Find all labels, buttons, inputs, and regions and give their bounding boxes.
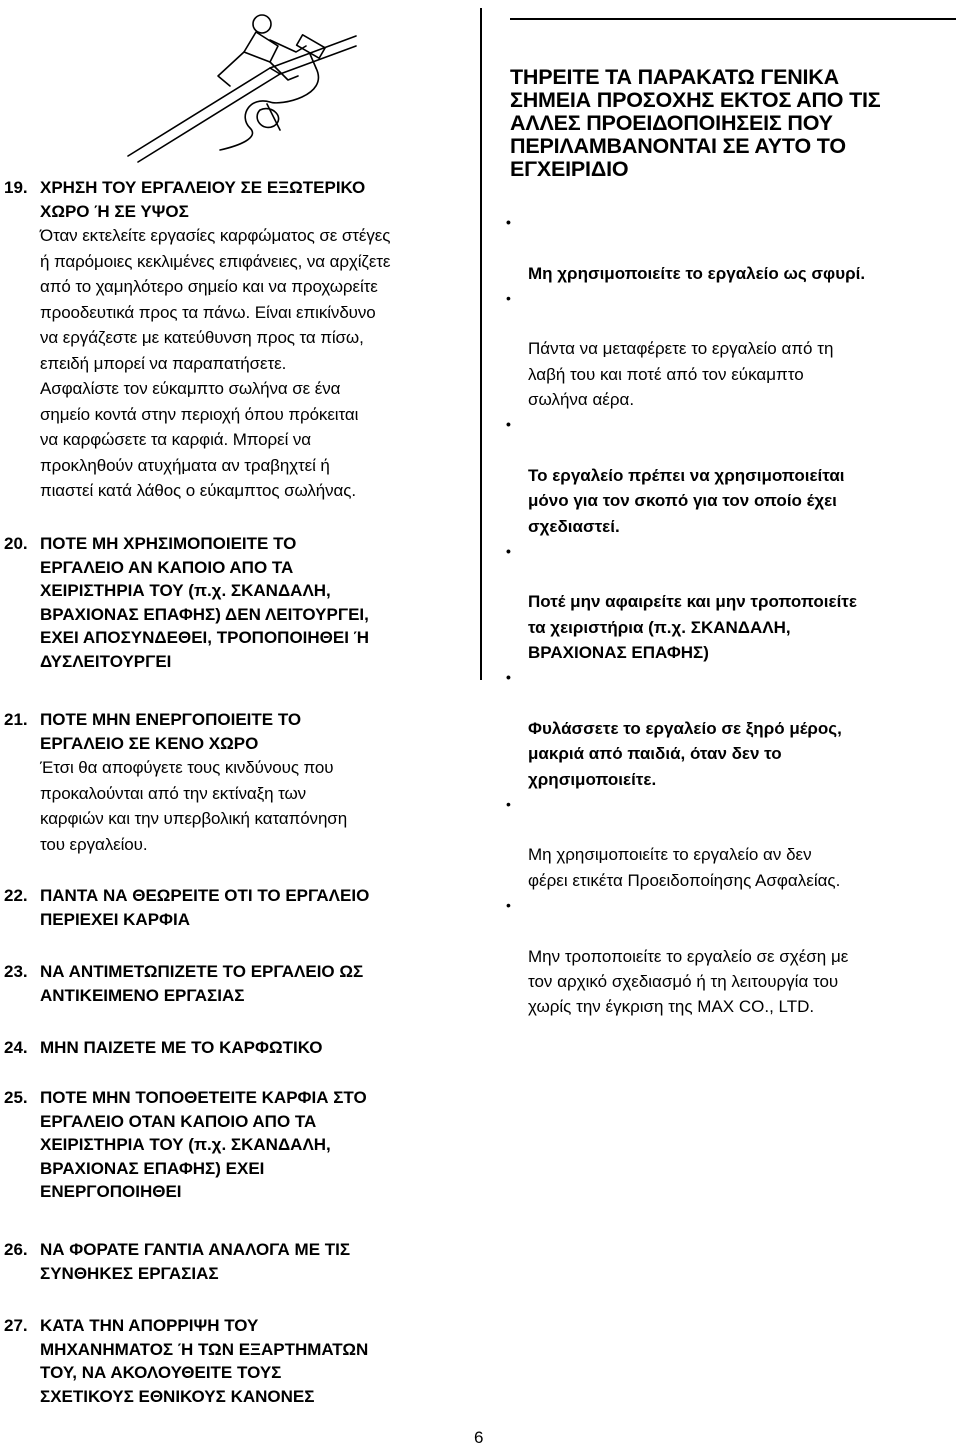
bullet-icon: • bbox=[506, 795, 511, 812]
item-25 bbox=[4, 1086, 464, 1204]
item-body: Όταν εκτελείτε εργασίες καρφώματος σε στέγες ή παρόμοιες κεκλιμένες επιφάνειες, να αρχίζετε από το χαμηλότερο σημείο και να προχωρείτε προοδευτικά προς τα πάνω. Είναι επικίνδυνο να εργάζεστε με κατεύθυνση προς τα πίσω, επειδή μπορεί να παραπατήσετε. Ασφαλίστε τον εύκαμπτο σωλήνα σε ένα σημείο κοντά στην περιοχή όπου πρόκειται να καρφώσετε τα καρφιά. Μπορεί να προκληθούν ατυχήματα αν τραβηχτεί ή πιαστεί κατά λάθος ο εύκαμπτος σωλήνας. bbox=[40, 226, 391, 500]
item-19 bbox=[4, 176, 464, 504]
item-title: ΚΑΤΑ ΤΗΝ ΑΠΟΡΡΙΨΗ ΤΟΥ ΜΗΧΑΝΗΜΑΤΟΣ Ή ΤΩΝ ΕΞΑΡΤΗΜΑΤΩΝ ΤΟΥ, ΝΑ ΑΚΟΛΟΥΘΕΙΤΕ ΤΟΥΣ ΣΧΕΤΙΚΟΥΣ ΕΘΝΙΚΟΥΣ ΚΑΝΟΝΕΣ bbox=[40, 1316, 369, 1406]
item-24 bbox=[4, 1036, 464, 1060]
item-title: ΝΑ ΦΟΡΑΤΕ ΓΑΝΤΙΑ ΑΝΑΛΟΓΑ ΜΕ ΤΙΣ ΣΥΝΘΗΚΕΣ ΕΡΓΑΣΙΑΣ bbox=[40, 1240, 351, 1283]
column-divider bbox=[480, 8, 482, 680]
bullet-icon: • bbox=[506, 542, 511, 559]
item-number: 27. bbox=[4, 1316, 28, 1335]
list-item-text: Μην τροποποιείτε το εργαλείο σε σχέση με τον αρχικό σχεδιασμό ή τη λειτουργία του χωρίς την έγκριση της MAX CO., LTD. bbox=[528, 946, 849, 1017]
item-number: 25. bbox=[4, 1088, 28, 1107]
item-23 bbox=[4, 960, 464, 1007]
item-20 bbox=[4, 532, 464, 673]
roof-worker-illustration bbox=[120, 6, 360, 166]
item-title: ΜΗΝ ΠΑΙΖΕΤΕ ΜΕ ΤΟ ΚΑΡΦΩΤΙΚΟ bbox=[40, 1038, 323, 1057]
list-item bbox=[506, 412, 956, 538]
bullet-icon: • bbox=[506, 289, 511, 306]
list-item bbox=[506, 210, 956, 286]
item-number: 21. bbox=[4, 710, 28, 729]
general-precautions-heading: ΤΗΡΕΙΤΕ ΤΑ ΠΑΡΑΚΑΤΩ ΓΕΝΙΚΑ ΣΗΜΕΙΑ ΠΡΟΣΟΧΗΣ ΕΚΤΟΣ ΑΠΟ ΤΙΣ ΑΛΛΕΣ ΠΡΟΕΙΔΟΠΟΙΗΣΕΙΣ ΠΟΥ ΠΕΡΙΛΑΜΒΑΝΟΝΤΑΙ ΣΕ ΑΥΤΟ ΤΟ ΕΓΧΕΙΡΙΔΙΟ bbox=[510, 65, 881, 181]
list-item bbox=[506, 286, 956, 412]
precautions-list bbox=[506, 210, 956, 1020]
list-item bbox=[506, 539, 956, 665]
list-item-text: Το εργαλείο πρέπει να χρησιμοποιείται μόνο για τον σκοπό για τον οποίο έχει σχεδιαστεί. bbox=[528, 465, 845, 536]
item-body: Έτσι θα αποφύγετε τους κινδύνους που προκαλούνται από την εκτίναξη των καρφιών και την υπερβολική καταπόνηση του εργαλείου. bbox=[40, 758, 348, 854]
item-27 bbox=[4, 1314, 464, 1408]
list-item-text: Πάντα να μεταφέρετε το εργαλείο από τη λαβή του και ποτέ από τον εύκαμπτο σωλήνα αέρα. bbox=[528, 339, 834, 410]
item-number: 24. bbox=[4, 1038, 28, 1057]
top-rule bbox=[510, 18, 956, 20]
item-title: ΝΑ ΑΝΤΙΜΕΤΩΠΙΖΕΤΕ ΤΟ ΕΡΓΑΛΕΙΟ ΩΣ ΑΝΤΙΚΕΙΜΕΝΟ ΕΡΓΑΣΙΑΣ bbox=[40, 962, 364, 1005]
item-number: 22. bbox=[4, 886, 28, 905]
item-26 bbox=[4, 1238, 464, 1285]
bullet-icon: • bbox=[506, 897, 511, 914]
bullet-icon: • bbox=[506, 416, 511, 433]
item-title: ΠΟΤΕ ΜΗΝ ΤΟΠΟΘΕΤΕΙΤΕ ΚΑΡΦΙΑ ΣΤΟ ΕΡΓΑΛΕΙΟ ΟΤΑΝ ΚΑΠΟΙΟ ΑΠΟ ΤΑ ΧΕΙΡΙΣΤΗΡΙΑ ΤΟΥ (π.χ. ΣΚΑΝΔΑΛΗ, ΒΡΑΧΙΟΝΑΣ ΕΠΑΦΗΣ) ΕΧΕΙ ΕΝΕΡΓΟΠΟΙΗΘΕΙ bbox=[40, 1088, 367, 1201]
page-number: 6 bbox=[474, 1428, 484, 1447]
item-title: ΠΟΤΕ ΜΗΝ ΕΝΕΡΓΟΠΟΙΕΙΤΕ ΤΟ ΕΡΓΑΛΕΙΟ ΣΕ ΚΕΝΟ ΧΩΡΟ bbox=[40, 710, 302, 753]
item-title: ΠΟΤΕ ΜΗ ΧΡΗΣΙΜΟΠΟΙΕΙΤΕ ΤΟ ΕΡΓΑΛΕΙΟ ΑΝ ΚΑΠΟΙΟ ΑΠΟ ΤΑ ΧΕΙΡΙΣΤΗΡΙΑ ΤΟΥ (π.χ. ΣΚΑΝΔΑΛΗ, ΒΡΑΧΙΟΝΑΣ ΕΠΑΦΗΣ) ΔΕΝ ΛΕΙΤΟΥΡΓΕΙ, ΕΧΕΙ ΑΠΟΣΥΝΔΕΘΕΙ, ΤΡΟΠΟΠΟΙΗΘΕΙ Ή ΔΥΣΛΕΙΤΟΥΡΓΕΙ bbox=[40, 534, 370, 671]
list-item-text: Ποτέ μην αφαιρείτε και μην τροποποιείτε τα χειριστήρια (π.χ. ΣΚΑΝΔΑΛΗ, ΒΡΑΧΙΟΝΑΣ ΕΠΑΦΗΣ) bbox=[528, 592, 857, 663]
item-title: ΠΑΝΤΑ ΝΑ ΘΕΩΡΕΙΤΕ ΟΤΙ ΤΟ ΕΡΓΑΛΕΙΟ ΠΕΡΙΕΧΕΙ ΚΑΡΦΙΑ bbox=[40, 886, 370, 929]
list-item bbox=[506, 893, 956, 1019]
item-number: 26. bbox=[4, 1240, 28, 1259]
bullet-icon: • bbox=[506, 669, 511, 686]
list-item bbox=[506, 665, 956, 791]
list-item-text: Μη χρησιμοποιείτε το εργαλείο ως σφυρί. bbox=[528, 263, 866, 283]
item-number: 23. bbox=[4, 962, 28, 981]
list-item-text: Φυλάσσετε το εργαλείο σε ξηρό μέρος, μακριά από παιδιά, όταν δεν το χρησιμοποιείτε. bbox=[528, 718, 842, 789]
item-21 bbox=[4, 708, 464, 857]
list-item bbox=[506, 792, 956, 893]
list-item-text: Μη χρησιμοποιείτε το εργαλείο αν δεν φέρει ετικέτα Προειδοποίησης Ασφαλείας. bbox=[528, 845, 841, 890]
item-title: ΧΡΗΣΗ ΤΟΥ ΕΡΓΑΛΕΙΟΥ ΣΕ ΕΞΩΤΕΡΙΚΟ ΧΩΡΟ Ή ΣΕ ΥΨΟΣ bbox=[40, 178, 366, 221]
item-number: 20. bbox=[4, 534, 28, 553]
item-number: 19. bbox=[4, 178, 28, 197]
bullet-icon: • bbox=[506, 214, 511, 230]
item-22 bbox=[4, 884, 464, 931]
